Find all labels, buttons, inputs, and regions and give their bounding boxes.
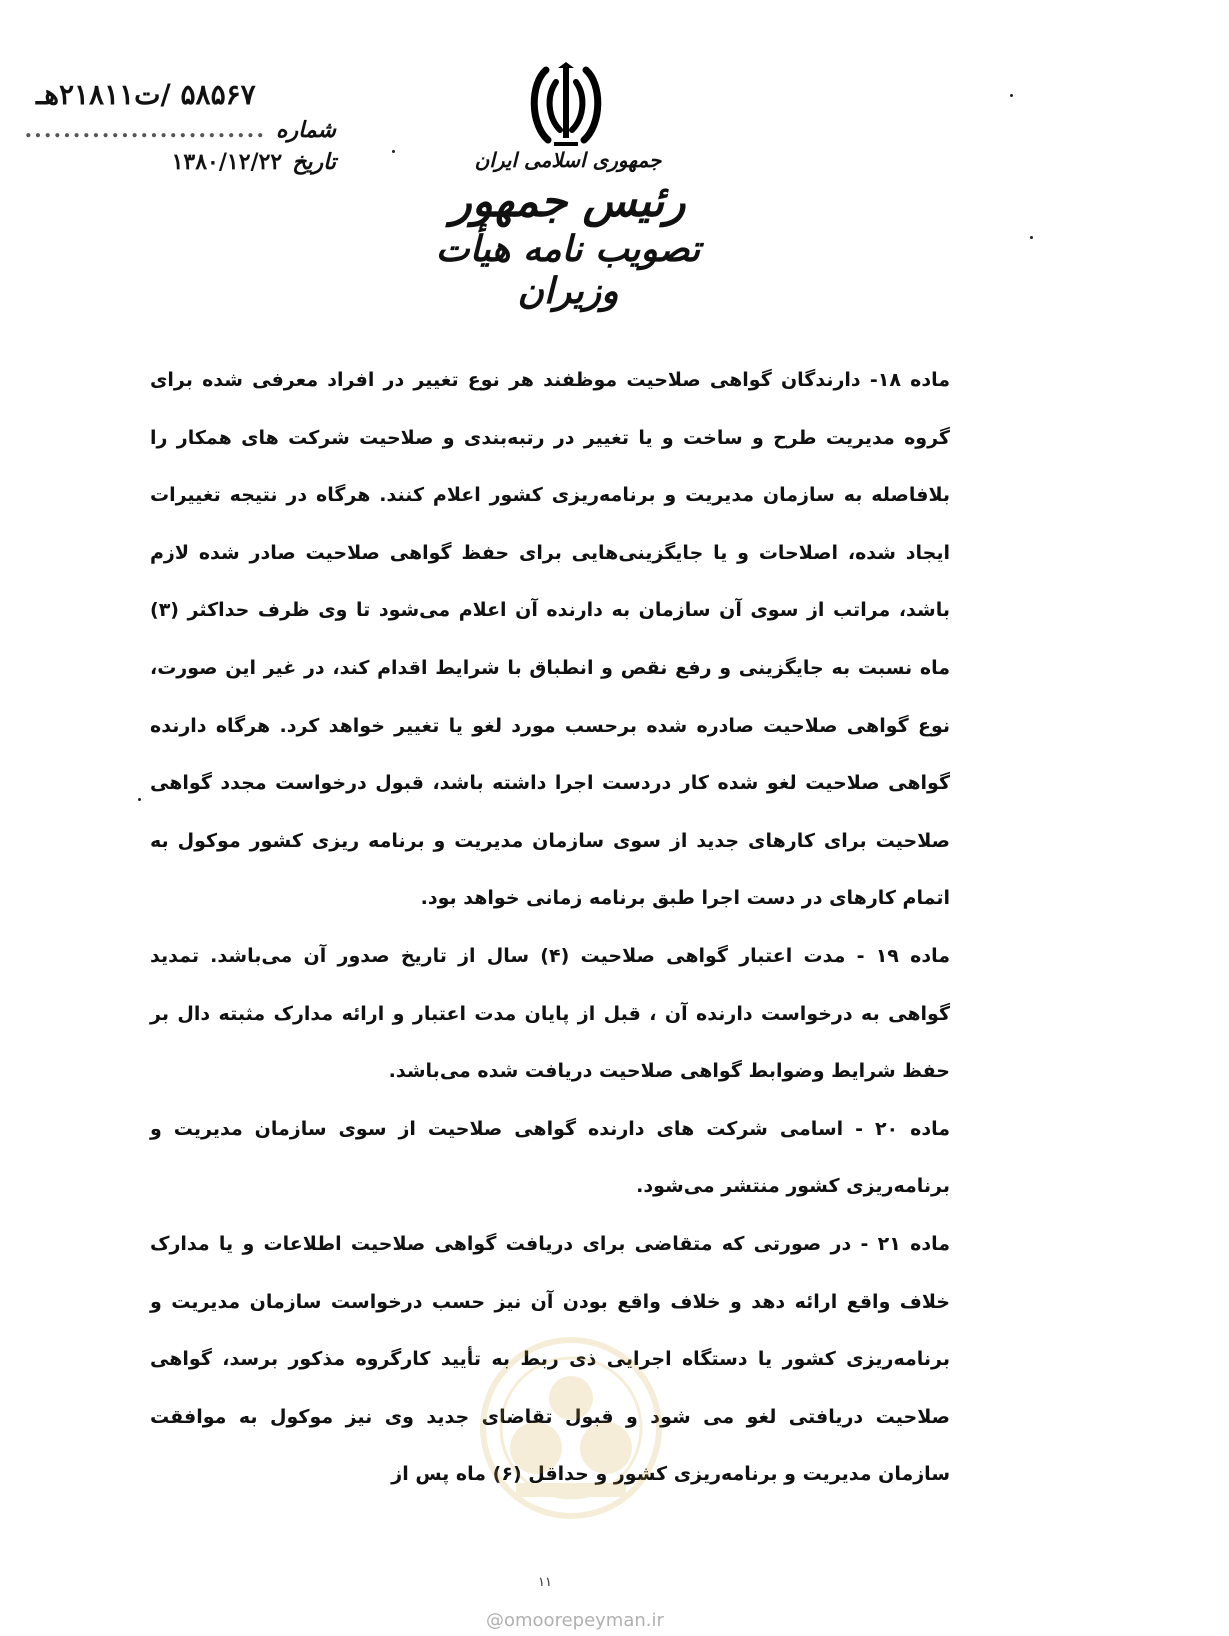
date-label: تاریخ — [292, 149, 336, 175]
article-21: ماده ۲۱ - در صورتی که متقاضی برای دریافت گواهی صلاحیت اطلاعات و یا مدارک خلاف واقع ارائه دهد و خلاف واقع بودن آن نیز حسب درخواست سازمان مدیریت و برنامه‌ریزی کشور یا دستگاه اجرایی ذی ربط به تأیید کارگروه مذکور برسد، گواهی صلاحیت دریافتی لغو می شود و قبول تقاضای جدید وی نیز موکول به موافقت سازمان مدیریت و برنامه‌ریزی کشور و حداقل (۶) ماه پس از — [150, 1232, 950, 1486]
seal-logo-icon — [476, 1298, 666, 1568]
number-row — [24, 117, 336, 143]
number-dots: ......................... — [24, 117, 266, 143]
scan-speck — [138, 798, 141, 801]
number-label: شماره — [275, 117, 336, 143]
reference-number: ۵۸۵۶۷ /ت۲۱۸۱۱هـ — [36, 78, 256, 111]
reference-block — [24, 78, 336, 175]
country-name: جمهوری اسلامی ایران — [474, 148, 662, 172]
page-number: ۱۱ — [538, 1575, 552, 1590]
article-20: ماده ۲۰ - اسامی شرکت های دارنده گواهی صلاحیت از سوی سازمان مدیریت و برنامه‌ریزی کشور منتشر می‌شود. — [150, 1117, 950, 1198]
scan-speck — [1010, 94, 1013, 97]
document-type: تصویب نامه هیأت وزیران — [435, 228, 701, 313]
scan-speck — [1030, 236, 1033, 239]
letterhead — [408, 148, 728, 312]
emblem-icon — [528, 62, 604, 150]
website-label: @omoorepeyman.ir — [486, 1610, 664, 1631]
scan-speck — [392, 150, 395, 153]
office-title: رئیس جمهور — [450, 176, 686, 227]
date-row — [36, 149, 336, 175]
article-18: ماده ۱۸- دارندگان گواهی صلاحیت موظفند هر نوع تغییر در افراد معرفی شده برای گروه مدیریت طرح و ساخت و یا تغییر در رتبه‌بندی و صلاحیت شرکت های همکار را بلافاصله به سازمان مدیریت و برنامه‌ریزی کشور اعلام کنند. هرگاه در نتیجه تغییرات ایجاد شده، اصلاحات و یا جایگزینی‌هایی برای حفظ گواهی صلاحیت صادر شده لازم باشد، مراتب از سوی آن سازمان به دارنده آن اعلام می‌شود تا وی ظرف حداکثر (۳) ماه نسبت به جایگزینی و رفع نقص و انطباق با شرایط اقدام کند، در غیر این صورت، نوع گواهی صلاحیت صادره شده برحسب مورد لغو یا تغییر خواهد کرد. هرگاه دارنده گواهی صلاحیت لغو شده کار دردست اجرا داشته باشد، قبول درخواست مجدد گواهی صلاحیت برای کارهای جدید از سوی سازمان مدیریت و برنامه ریزی کشور موکول به اتمام کارهای در دست اجرا طبق برنامه زمانی خواهد بود. — [150, 369, 950, 910]
date-value: ۱۳۸۰/۱۲/۲۲ — [171, 149, 283, 175]
article-19: ماده ۱۹ - مدت اعتبار گواهی صلاحیت (۴) سال از تاریخ صدور آن می‌باشد. تمدید گواهی به درخواست دارنده آن ، قبل از پایان مدت اعتبار و ارائه مدارک مثبته دال بر حفظ شرایط وضوابط گواهی صلاحیت دریافت شده می‌باشد. — [150, 944, 951, 1083]
